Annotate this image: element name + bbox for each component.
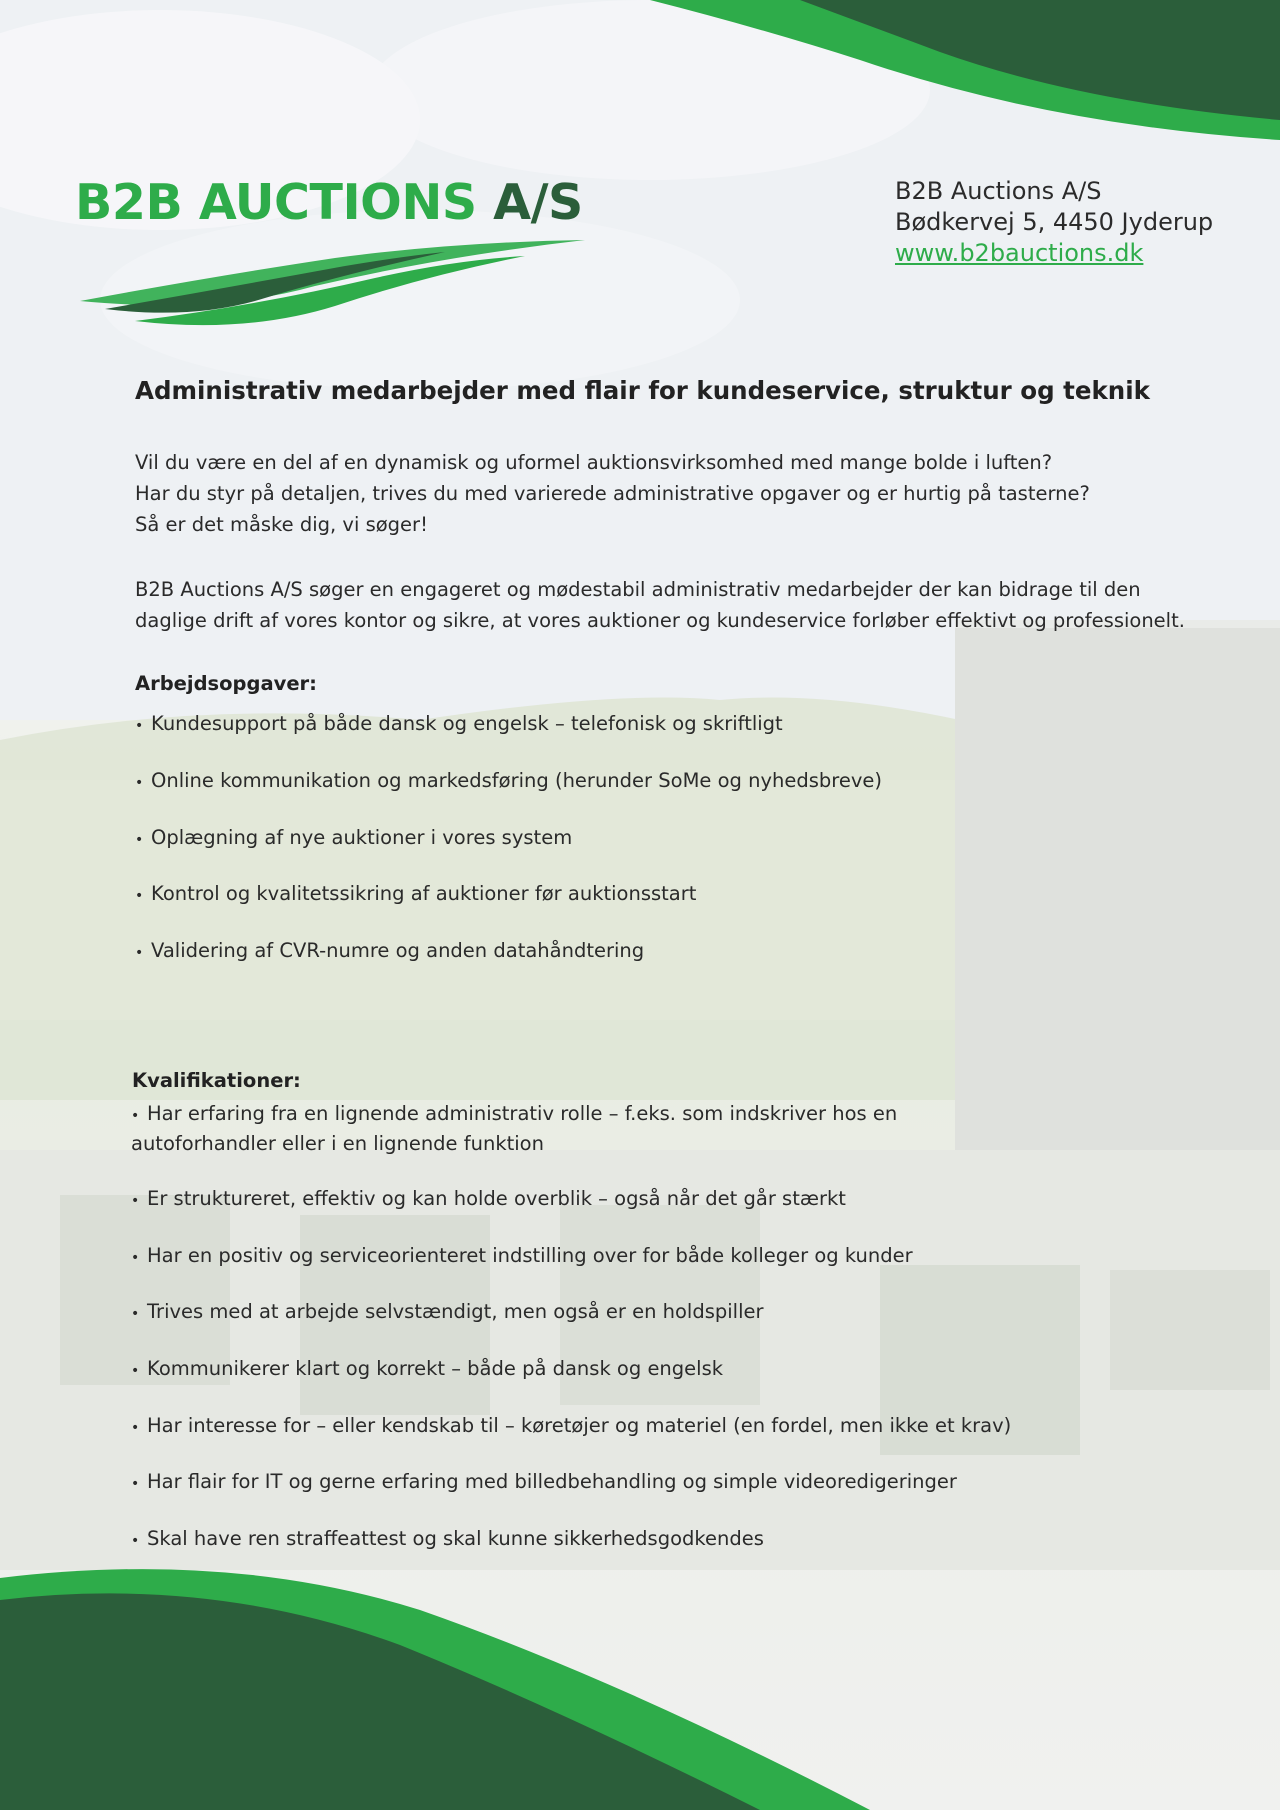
qualification-item: • Er struktureret, effektiv og kan holde overblik – også når det går stærkt — [131, 1187, 846, 1210]
qualifications-heading: Kvalifikationer: — [132, 1069, 301, 1092]
logo-text-green: B2B AUCTIONS — [75, 174, 477, 231]
tasks-heading: Arbejdsopgaver: — [135, 672, 317, 695]
company-address: Bødkervej 5, 4450 Jyderup — [895, 208, 1214, 236]
qualification-item: • Skal have ren straffeattest og skal kunne sikkerhedsgodkendes — [131, 1527, 764, 1550]
qualification-item: • Har erfaring fra en lignende administrativ rolle – f.eks. som indskriver hos en autoforhandler eller i en lignende funktion — [131, 1102, 898, 1155]
task-item: • Oplægning af nye auktioner i vores system — [135, 826, 573, 849]
page-title: Administrativ medarbejder med flair for kundeservice, struktur og teknik — [135, 376, 1150, 405]
logo-swoosh-icon — [75, 236, 590, 336]
intro-paragraph — [135, 447, 1090, 540]
task-item: • Kontrol og kvalitetssikring af auktioner før auktionsstart — [135, 882, 697, 905]
company-contact-block — [895, 176, 1213, 269]
description-line: daglige drift af vores kontor og sikre, at vores auktioner og kundeservice forløber effektivt og professionelt. — [135, 609, 1185, 632]
task-item: • Validering af CVR-numre og anden datahåndtering — [135, 939, 645, 962]
company-name: B2B Auctions A/S — [895, 177, 1102, 205]
task-item: • Online kommunikation og markedsføring (herunder SoMe og nyhedsbreve) — [135, 769, 882, 792]
task-item: • Kundesupport på både dansk og engelsk – telefonisk og skriftligt — [135, 712, 783, 735]
logo-text-dark: A/S — [476, 174, 583, 231]
description-paragraph — [135, 574, 1185, 636]
intro-line: Så er det måske dig, vi søger! — [135, 513, 428, 536]
intro-line: Har du styr på detaljen, trives du med varierede administrative opgaver og er hurtig på tasterne? — [135, 482, 1090, 505]
intro-line: Vil du være en del af en dynamisk og uformel auktionsvirksomhed med mange bolde i luften? — [135, 451, 1053, 474]
qualification-item: • Kommunikerer klart og korrekt – både på dansk og engelsk — [131, 1357, 724, 1380]
company-website-link[interactable]: www.b2bauctions.dk — [895, 239, 1144, 267]
description-line: B2B Auctions A/S søger en engageret og mødestabil administrativ medarbejder der kan bidrage til den — [135, 578, 1141, 601]
qualification-item: • Har en positiv og serviceorienteret indstilling over for både kolleger og kunder — [131, 1244, 913, 1267]
qualification-item: • Har flair for IT og gerne erfaring med billedbehandling og simple videoredigeringer — [131, 1470, 957, 1493]
qualification-item: • Har interesse for – eller kendskab til – køretøjer og materiel (en fordel, men ikke et krav) — [131, 1414, 1012, 1437]
company-logo-wordmark — [75, 174, 583, 231]
qualification-item: • Trives med at arbejde selvstændigt, men også er en holdspiller — [131, 1300, 764, 1323]
